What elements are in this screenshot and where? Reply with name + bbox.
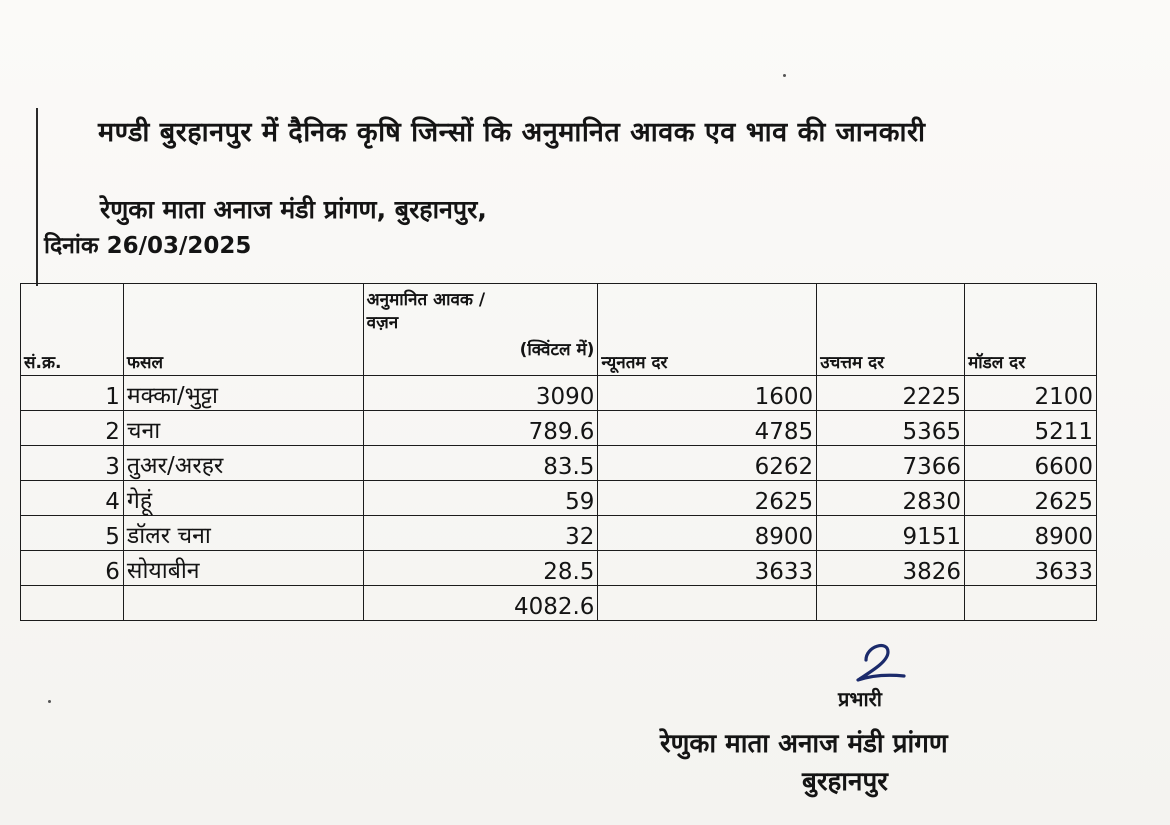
paper-speck: [783, 74, 786, 77]
signature-mark: [852, 638, 912, 686]
cell-max-rate: 2225: [817, 376, 965, 411]
cell-serial: 6: [21, 551, 124, 586]
cell-empty: [817, 586, 965, 621]
margin-rule: [36, 108, 38, 286]
cell-arrival: 32: [363, 516, 598, 551]
cell-max-rate: 2830: [817, 481, 965, 516]
cell-min-rate: 3633: [598, 551, 817, 586]
signatory-city: बुरहानपुर: [802, 767, 888, 797]
cell-max-rate: 3826: [817, 551, 965, 586]
cell-modal-rate: 6600: [965, 446, 1097, 481]
cell-arrival: 789.6: [363, 411, 598, 446]
cell-max-rate: 9151: [817, 516, 965, 551]
cell-arrival: 59: [363, 481, 598, 516]
cell-modal-rate: 3633: [965, 551, 1097, 586]
cell-min-rate: 8900: [598, 516, 817, 551]
col-arrival-line1: अनुमानित आवक /: [366, 290, 486, 310]
cell-min-rate: 4785: [598, 411, 817, 446]
table-header-row: [21, 284, 1097, 376]
cell-min-rate: 6262: [598, 446, 817, 481]
col-serial: सं.क्र.: [21, 284, 124, 376]
table-row: [21, 376, 1097, 411]
table-row: [21, 516, 1097, 551]
date-label: दिनांक: [44, 233, 99, 259]
cell-serial: 5: [21, 516, 124, 551]
cell-empty: [21, 586, 124, 621]
col-arrival: [363, 284, 598, 376]
col-arrival-line2: वज़न: [366, 313, 399, 333]
cell-max-rate: 5365: [817, 411, 965, 446]
cell-empty: [965, 586, 1097, 621]
cell-min-rate: 1600: [598, 376, 817, 411]
cell-arrival: 3090: [363, 376, 598, 411]
in-charge-label: प्रभारी: [838, 687, 882, 711]
table-row: [21, 481, 1097, 516]
document-title: मण्डी बुरहानपुर में दैनिक कृषि जिन्सों कि अनुमानित आवक एव भाव की जानकारी: [98, 117, 926, 148]
rates-table: [20, 283, 1097, 621]
table-row: [21, 446, 1097, 481]
cell-crop: गेहूं: [123, 481, 363, 516]
cell-modal-rate: 8900: [965, 516, 1097, 551]
col-modal-rate: मॉडल दर: [965, 284, 1097, 376]
cell-crop: तुअर/अरहर: [123, 446, 363, 481]
cell-modal-rate: 2100: [965, 376, 1097, 411]
cell-max-rate: 7366: [817, 446, 965, 481]
cell-crop: मक्का/भुट्टा: [123, 376, 363, 411]
paper-speck: [48, 700, 51, 703]
cell-serial: 2: [21, 411, 124, 446]
cell-arrival: 83.5: [363, 446, 598, 481]
table-row: [21, 411, 1097, 446]
total-row: [21, 586, 1097, 621]
cell-serial: 1: [21, 376, 124, 411]
cell-serial: 3: [21, 446, 124, 481]
col-arrival-unit: (क्विंटल में): [519, 340, 595, 360]
total-arrival: 4082.6: [363, 586, 598, 621]
cell-arrival: 28.5: [363, 551, 598, 586]
col-crop: फसल: [123, 284, 363, 376]
date-value: 26/03/2025: [106, 233, 252, 259]
col-min-rate: न्यूनतम दर: [598, 284, 817, 376]
cell-crop: चना: [123, 411, 363, 446]
col-max-rate: उचत्तम दर: [817, 284, 965, 376]
cell-crop: डॉलर चना: [123, 516, 363, 551]
cell-empty: [123, 586, 363, 621]
cell-crop: सोयाबीन: [123, 551, 363, 586]
date-line: [44, 228, 251, 260]
cell-empty: [598, 586, 817, 621]
signatory-org: रेणुका माता अनाज मंडी प्रांगण: [660, 729, 948, 759]
cell-serial: 4: [21, 481, 124, 516]
cell-modal-rate: 5211: [965, 411, 1097, 446]
cell-modal-rate: 2625: [965, 481, 1097, 516]
table-row: [21, 551, 1097, 586]
market-name: रेणुका माता अनाज मंडी प्रांगण, बुरहानपुर,: [100, 195, 487, 224]
cell-min-rate: 2625: [598, 481, 817, 516]
